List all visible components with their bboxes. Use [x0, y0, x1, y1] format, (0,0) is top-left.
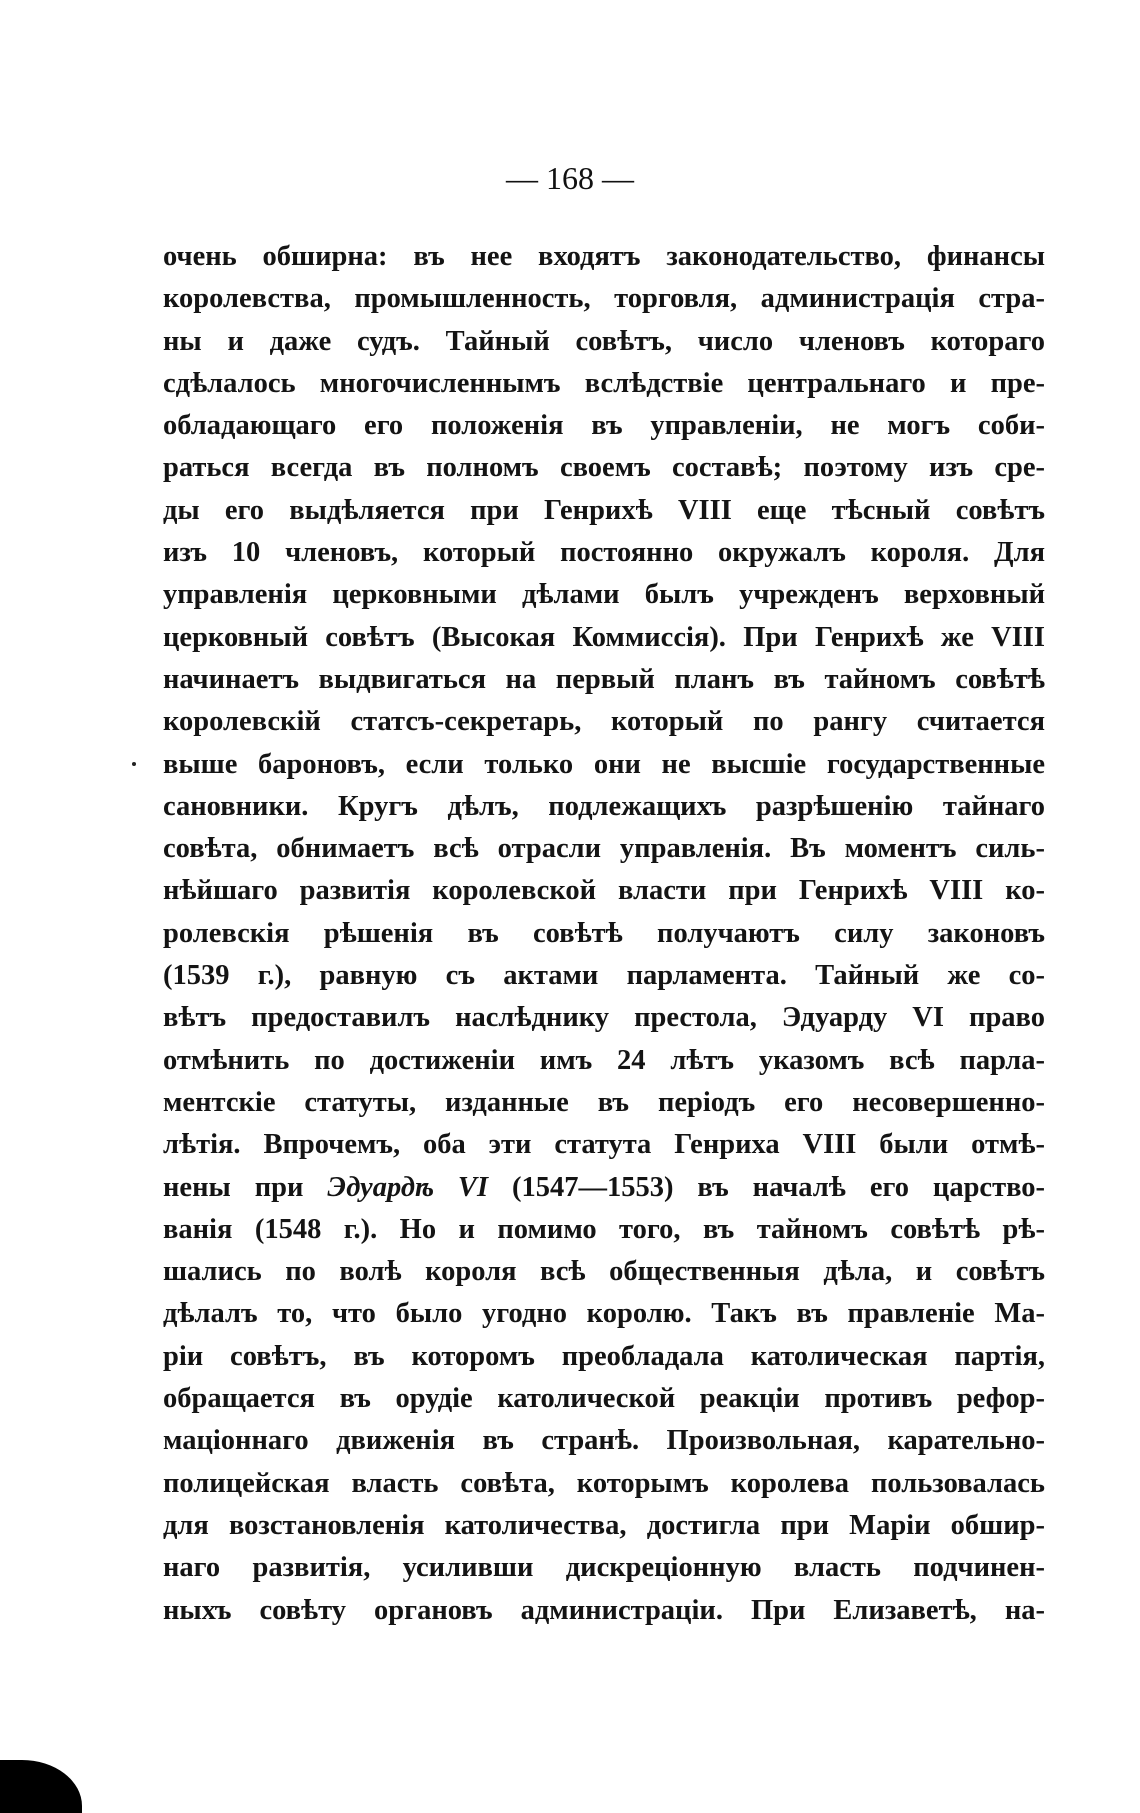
text-line: нѣйшаго развитія королевской власти при Генрихѣ VIII ко- [163, 875, 1045, 907]
text-line: дѣлалъ то, что было угодно королю. Такъ въ правленіе Ма- [163, 1298, 1045, 1330]
text-line: ныхъ совѣту органовъ администраціи. При Елизаветѣ, на- [163, 1594, 1045, 1626]
text-line: обращается въ орудіе католической реакціи противъ рефор- [163, 1383, 1045, 1415]
text-line: обладающаго его положенія въ управленіи, не могъ соби- [163, 410, 1045, 442]
text-line: отмѣнить по достиженіи имъ 24 лѣтъ указомъ всѣ парла- [163, 1044, 1045, 1076]
text-line: лѣтія. Впрочемъ, оба эти статута Генриха VIII были отмѣ- [163, 1129, 1045, 1161]
text-line: вѣтъ предоставилъ наслѣднику престола, Эдуарду VI право [163, 1002, 1045, 1034]
text-line: выше бароновъ, если только они не высшіе государственные [163, 748, 1045, 780]
text-line: для возстановленія католичества, достигла при Маріи обшир- [163, 1509, 1045, 1541]
text-line: королевскій статсъ-секретарь, который по рангу считается [163, 706, 1045, 738]
text-line: совѣта, обнимаетъ всѣ отрасли управленія. Въ моментъ силь- [163, 833, 1045, 865]
text-line: сдѣлалось многочисленнымъ вслѣдствіе центральнаго и пре- [163, 367, 1045, 399]
text-line [163, 1167, 1045, 1209]
text-line: ды его выдѣляется при Генрихѣ VIII еще тѣсный совѣтъ [163, 494, 1045, 526]
text-line: маціоннаго движенія въ странѣ. Произвольная, карательно- [163, 1425, 1045, 1457]
text-line: ріи совѣтъ, въ которомъ преобладала католическая партія, [163, 1340, 1045, 1372]
page-number: — 168 — [506, 160, 634, 196]
text-line-part: нены при [163, 1171, 328, 1203]
italic-name: Эдуардѣ VI [327, 1171, 489, 1203]
text-line: раться всегда въ полномъ своемъ составѣ; поэтому изъ сре- [163, 452, 1045, 484]
text-line: изъ 10 членовъ, который постоянно окружалъ короля. Для [163, 537, 1045, 569]
text-line: очень обширна: въ нее входятъ законодательство, финансы [163, 241, 1045, 272]
text-line: полицейская власть совѣта, которымъ королева пользовалась [163, 1467, 1045, 1499]
body-text [163, 236, 1045, 1632]
scan-edge-blot [0, 1760, 82, 1813]
text-line: сановники. Кругъ дѣлъ, подлежащихъ разрѣшенію тайнаго [163, 790, 1045, 822]
text-line: ролевскія рѣшенія въ совѣтѣ получаютъ силу законовъ [163, 917, 1045, 949]
text-line: шались по волѣ короля всѣ общественныя дѣла, и совѣтъ [163, 1256, 1045, 1288]
text-line: церковный совѣтъ (Высокая Коммиссія). При Генрихѣ же VIII [163, 621, 1045, 653]
text-line: начинаетъ выдвигаться на первый планъ въ тайномъ совѣтѣ [163, 663, 1045, 695]
text-line: управленія церковными дѣлами былъ учрежденъ верховный [163, 579, 1045, 611]
text-line: наго развитія, усиливши дискреціонную власть подчинен- [163, 1552, 1045, 1584]
text-line: ванія (1548 г.). Но и помимо того, въ тайномъ совѣтѣ рѣ- [163, 1213, 1045, 1245]
text-line: ны и даже судъ. Тайный совѣтъ, число членовъ котораго [163, 325, 1045, 357]
text-line: королевства, промышленность, торговля, администрація стра- [163, 283, 1045, 315]
text-line: ментскіе статуты, изданные въ періодъ его несовершенно- [163, 1086, 1045, 1118]
ink-speck [132, 762, 136, 766]
text-line-part: (1547—1553) въ началѣ его царство- [488, 1171, 1046, 1203]
text-line: (1539 г.), равную съ актами парламента. Тайный же со- [163, 960, 1045, 992]
